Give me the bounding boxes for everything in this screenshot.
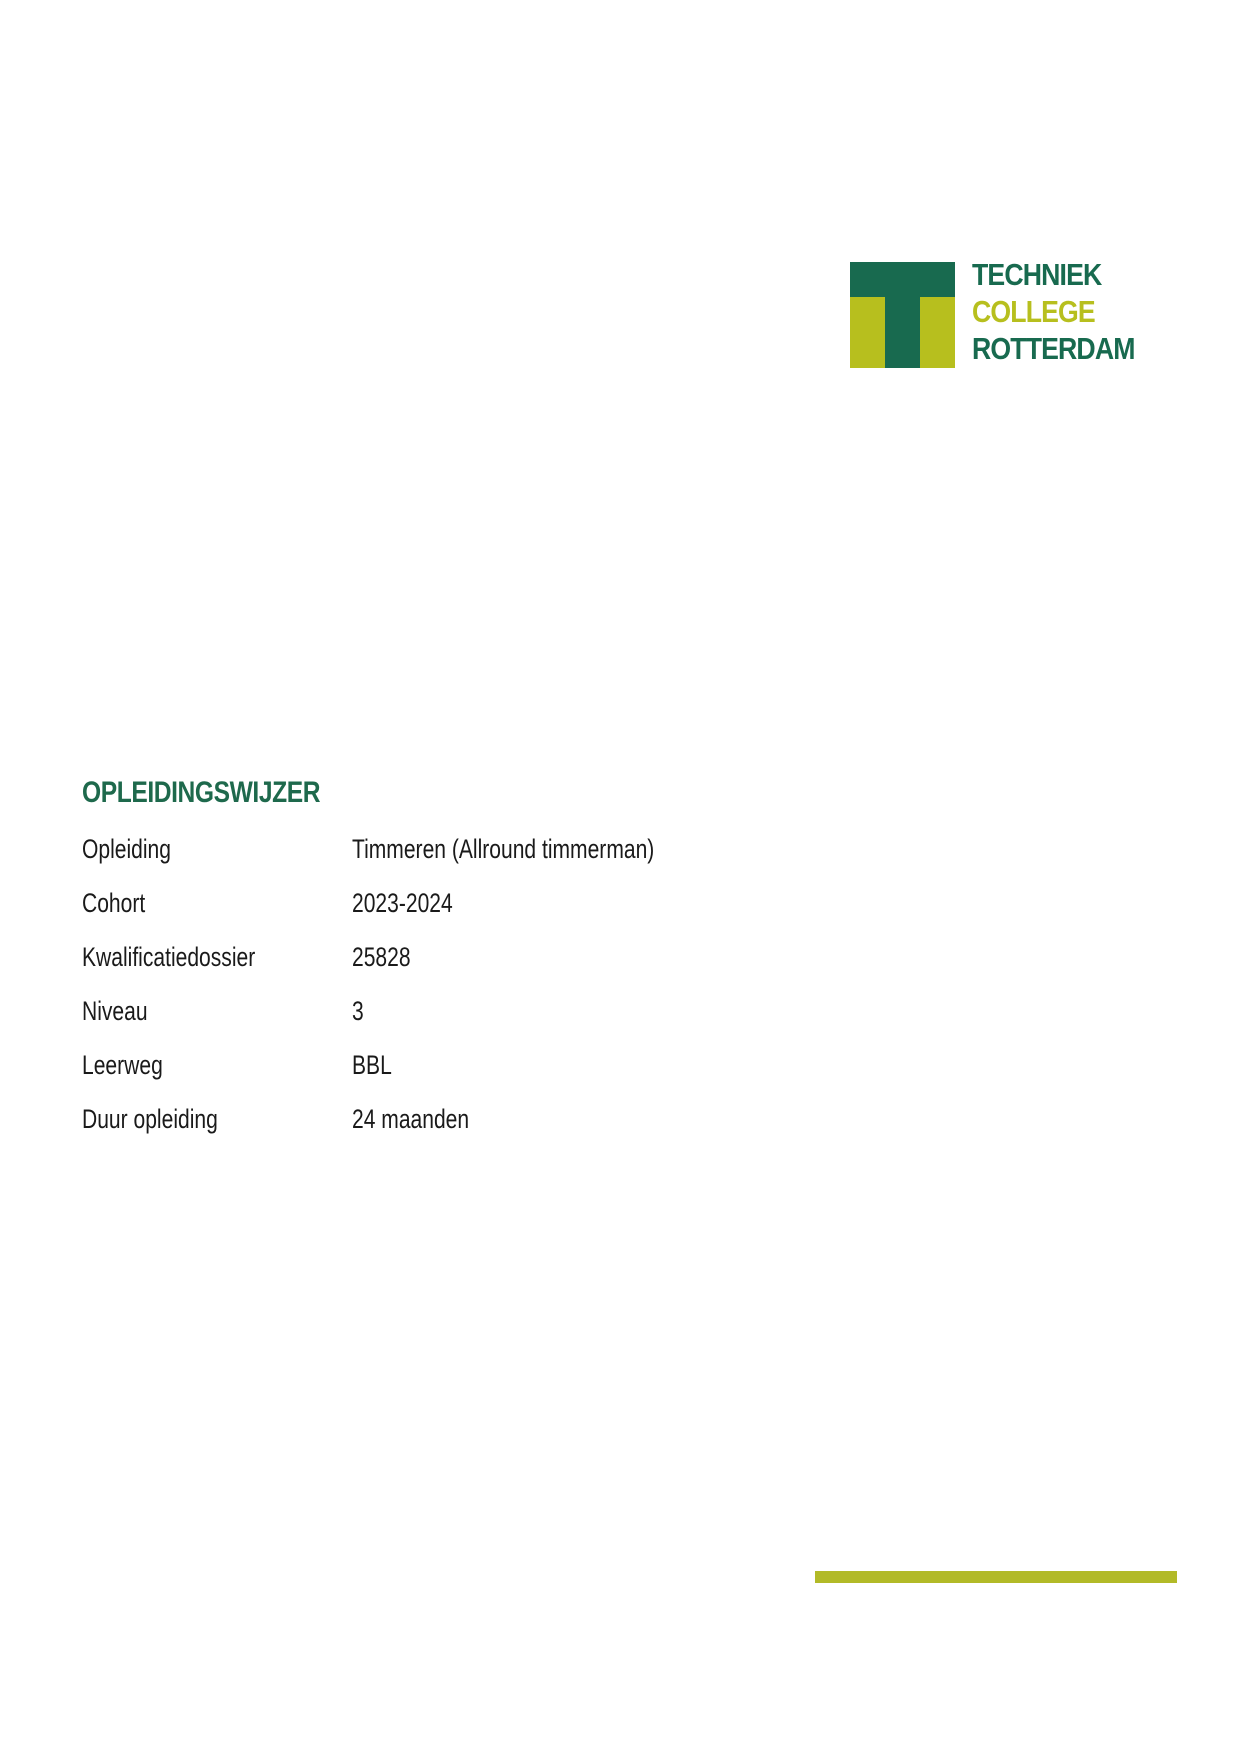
table-row	[82, 887, 782, 941]
detail-value-duur-opleiding: 24 maanden	[352, 1104, 470, 1134]
table-row	[82, 1049, 782, 1103]
detail-label-cohort: Cohort	[82, 888, 146, 918]
detail-label-opleiding: Opleiding	[82, 834, 171, 864]
opleiding-details-table	[82, 833, 782, 1157]
techniek-college-rotterdam-logo	[850, 257, 1161, 368]
table-row	[82, 833, 782, 887]
footer-accent-bar	[815, 1571, 1177, 1583]
t-block-icon	[850, 262, 955, 368]
detail-label-niveau: Niveau	[82, 996, 148, 1026]
page-title: OPLEIDINGSWIJZER	[82, 776, 321, 809]
logo-word-college: COLLEGE	[972, 294, 1095, 329]
detail-value-leerweg: BBL	[352, 1050, 392, 1080]
t-icon-stem	[885, 297, 920, 368]
t-icon-bar	[850, 262, 955, 297]
detail-value-cohort: 2023-2024	[352, 888, 453, 918]
detail-value-niveau: 3	[352, 996, 364, 1026]
table-row	[82, 941, 782, 995]
detail-label-duur-opleiding: Duur opleiding	[82, 1104, 218, 1134]
detail-label-leerweg: Leerweg	[82, 1050, 163, 1080]
logo-wordmark	[972, 256, 1161, 368]
logo-word-techniek: TECHNIEK	[972, 257, 1102, 292]
detail-label-kwalificatiedossier: Kwalificatiedossier	[82, 942, 256, 972]
detail-value-kwalificatiedossier: 25828	[352, 942, 411, 972]
table-row	[82, 995, 782, 1049]
logo-word-rotterdam: ROTTERDAM	[972, 331, 1135, 366]
detail-value-opleiding: Timmeren (Allround timmerman)	[352, 834, 655, 864]
table-row	[82, 1103, 782, 1157]
